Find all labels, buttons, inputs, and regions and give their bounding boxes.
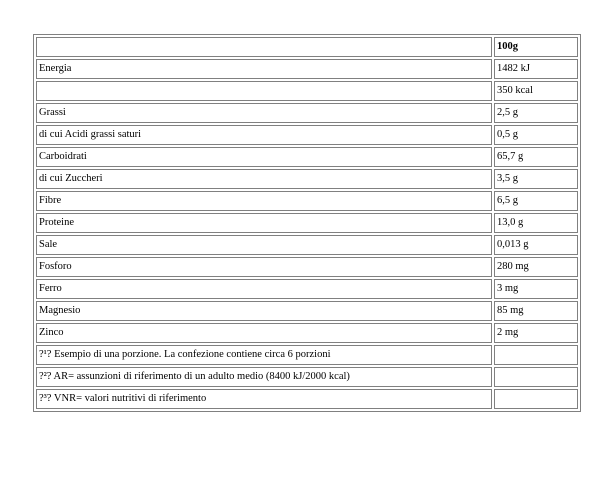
nutrient-value-cell: 280 mg [494,257,578,277]
nutrient-name-cell: di cui Zuccheri [36,169,492,189]
nutrition-table [33,34,581,412]
table-row [36,323,578,343]
nutrient-value-cell: 6,5 g [494,191,578,211]
table-row [36,301,578,321]
nutrient-name-cell: Magnesio [36,301,492,321]
footnote-value-cell [494,389,578,409]
nutrient-value-cell: 0,013 g [494,235,578,255]
footnote-value-cell [494,345,578,365]
table-header-row [36,37,578,57]
nutrient-name-cell: Fosforo [36,257,492,277]
table-row [36,103,578,123]
nutrient-value-cell: 1482 kJ [494,59,578,79]
footnote-text-cell: ?²? AR= assunzioni di riferimento di un adulto medio (8400 kJ/2000 kcal) [36,367,492,387]
footnote-row [36,367,578,387]
table-row [36,147,578,167]
table-row [36,213,578,233]
nutrient-name-cell: Grassi [36,103,492,123]
nutrient-value-cell: 13,0 g [494,213,578,233]
table-row [36,257,578,277]
nutrient-value-cell: 350 kcal [494,81,578,101]
table-row [36,235,578,255]
nutrient-name-cell: Energia [36,59,492,79]
table-row [36,169,578,189]
footnote-row [36,345,578,365]
footnote-text-cell: ?³? VNR= valori nutritivi di riferimento [36,389,492,409]
table-row [36,81,578,101]
table-row [36,191,578,211]
header-value-cell: 100g [494,37,578,57]
nutrient-value-cell: 0,5 g [494,125,578,145]
nutrient-name-cell: di cui Acidi grassi saturi [36,125,492,145]
nutrient-name-cell: Zinco [36,323,492,343]
header-name-cell [36,37,492,57]
nutrient-value-cell: 3,5 g [494,169,578,189]
footnote-value-cell [494,367,578,387]
nutrient-value-cell: 3 mg [494,279,578,299]
nutrient-value-cell: 85 mg [494,301,578,321]
nutrient-name-cell: Sale [36,235,492,255]
footnote-row [36,389,578,409]
table-row [36,125,578,145]
footnote-text-cell: ?¹? Esempio di una porzione. La confezione contiene circa 6 porzioni [36,345,492,365]
nutrient-value-cell: 65,7 g [494,147,578,167]
nutrient-name-cell: Carboidrati [36,147,492,167]
table-row [36,279,578,299]
table-row [36,59,578,79]
nutrient-name-cell: Fibre [36,191,492,211]
nutrient-value-cell: 2,5 g [494,103,578,123]
nutrient-value-cell: 2 mg [494,323,578,343]
nutrient-name-cell: Proteine [36,213,492,233]
nutrient-name-cell [36,81,492,101]
nutrient-name-cell: Ferro [36,279,492,299]
